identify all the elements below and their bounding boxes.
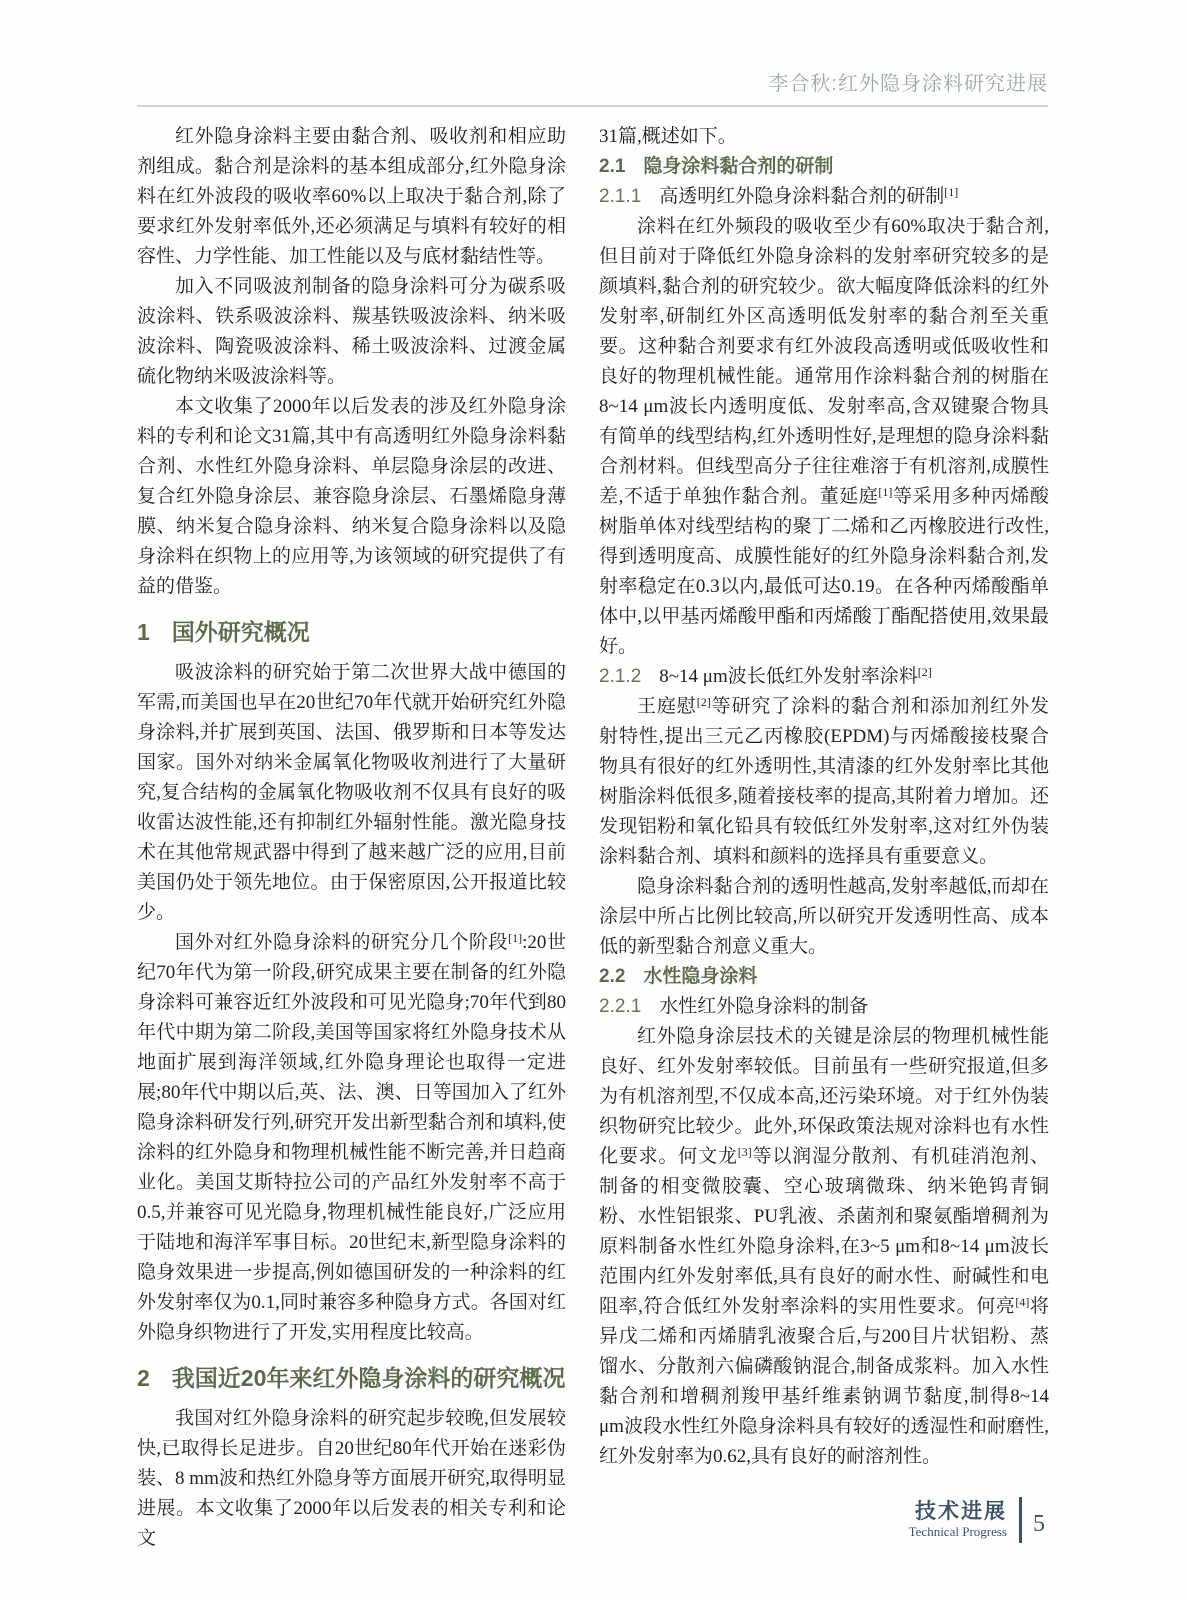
subsection-title: 隐身涂料黏合剂的研制 — [643, 156, 834, 177]
paragraph: 我国对红外隐身涂料的研究起步较晚,但发展较快,已取得长足进步。自20世纪80年代开始在迷彩伪装、8 mm波和热红外隐身等方面展开研究,取得明显进展。本文收集了2000年以后发表的相关专利和论文 — [137, 1408, 566, 1549]
left-column — [137, 122, 566, 1554]
citation-marker: [3] — [737, 1145, 752, 1159]
footer-divider — [1019, 1497, 1022, 1543]
citation-marker: [1] — [508, 931, 523, 945]
subsection-2-1-1-heading — [599, 182, 1049, 212]
subsection-title: 水性隐身涂料 — [643, 966, 758, 987]
section-title: 我国近20年来红外隐身涂料的研究概况 — [171, 1365, 566, 1391]
paragraph: 王庭慰[2]等研究了涂料的黏合剂和添加剂红外发射特性,提出三元乙丙橡胶(EPDM)与丙烯酸接枝聚合物具有很好的红外透明性,其清漆的红外发射率比其他树脂涂料低很多,随着接枝率的提高,其附着力增加。还发现铝粉和氧化铅具有较低红外发射率,这对红外伪装涂料黏合剂、填料和颜料的选择具有重要意义。 — [599, 695, 1049, 867]
section-number: 2 — [137, 1365, 150, 1391]
footer-labels — [909, 1500, 1007, 1540]
paragraph: 涂料在红外频段的吸收至少有60%取决于黏合剂,但目前对于降低红外隐身涂料的发射率研究较多的是颜填料,黏合剂的研究较少。欲大幅度降低涂料的红外发射率,研制红外区高透明低发射率的黏合剂至关重要。这种黏合剂要求有红外波段高透明或低吸收性和良好的物理机械性能。通常用作涂料黏合剂的树脂在8~14 μm波长内透明度低、发射率高,含双键聚合物具有简单的线型结构,红外透明性好,是理想的隐身涂料黏合剂材料。但线型高分子往往难溶于有机溶剂,成膜性差,不适于单独作黏合剂。董延庭[1]等采用多种丙烯酸树脂单体对线型结构的聚丁二烯和乙丙橡胶进行改性,得到透明度高、成膜性能好的红外隐身涂料黏合剂,发射率稳定在0.3以内,最低可达0.19。在各种丙烯酸酯单体中,以甲基丙烯酸甲酯和丙烯酸丁酯配搭使用,效果最好。 — [599, 216, 1049, 657]
section-title: 国外研究概况 — [171, 619, 310, 645]
paragraph: 红外隐身涂层技术的关键是涂层的物理机械性能良好、红外发射率较低。目前虽有一些研究报道,但多为有机溶剂型,不仅成本高,还污染环境。对于红外伪装织物研究比较少。此外,环保政策法规对涂料也有水性化要求。何文龙[3]等以润湿分散剂、有机硅消泡剂、制备的相变微胶囊、空心玻璃微珠、纳米铯钨青铜粉、水性铝银浆、PU乳液、杀菌剂和聚氨酯增稠剂为原料制备水性红外隐身涂料,在3~5 μm和8~14 μm波长范围内红外发射率低,具有良好的耐水性、耐碱性和电阻率,符合低红外发射率涂料的实用性要求。何亮[4]将异戊二烯和丙烯腈乳液聚合后,与200目片状铝粉、蒸馏水、分散剂六偏磷酸钠混合,制备成浆料。加入水性黏合剂和增稠剂羧甲基纤维素钠调节黏度,制得8~14 μm波段水性红外隐身涂料具有较好的透湿性和耐磨性,红外发射率为0.62,具有良好的耐溶剂性。 — [599, 1026, 1049, 1467]
paragraph: 国外对红外隐身涂料的研究分几个阶段[1]:20世纪70年代为第一阶段,研究成果主要在制备的红外隐身涂料可兼容近红外波段和可见光隐身;70年代到80年代中期为第二阶段,美国等国家将红外隐身技术从地面扩展到海洋领域,红外隐身理论也取得一定进展;80年代中期以后,英、法、澳、日等国加入了红外隐身涂料研发行列,研究开发出新型黏合剂和填料,使涂料的红外隐身和物理机械性能不断完善,并日趋商业化。美国艾斯特拉公司的产品红外发射率不高于0.5,并兼容可见光隐身,物理机械性能良好,广泛应用于陆地和海洋军事目标。20世纪末,新型隐身涂料的隐身效果进一步提高,例如德国研发的一种涂料的红外发射率仅为0.1,同时兼容多种隐身方式。各国对红外隐身织物进行了开发,实用程度比较高。 — [137, 931, 566, 1343]
citation-marker: [1] — [878, 485, 893, 499]
citation-marker: [1] — [944, 185, 959, 199]
footer-label-zh: 技术进展 — [915, 1500, 1007, 1523]
paragraph: 隐身涂料黏合剂的透明性越高,发射率越低,而却在涂层中所占比例比较高,所以研究开发透明性高、成本低的新型黏合剂意义重大。 — [599, 876, 1049, 957]
subsection-title: 8~14 μm波长低红外发射率涂料[2] — [659, 665, 932, 687]
paragraph: 吸波涂料的研究始于第二次世界大战中德国的军需,而美国也早在20世纪70年代就开始研究红外隐身涂料,并扩展到英国、法国、俄罗斯和日本等发达国家。国外对纳米金属氧化物吸收剂进行了大量研究,复合结构的金属氧化物吸收剂不仅具有良好的吸收雷达波性能,还有抑制红外辐射性能。激光隐身技术在其他常规武器中得到了越来越广泛的应用,目前美国仍处于领先地位。由于保密原因,公开报道比较少。 — [137, 662, 566, 923]
subsection-2-2-heading — [599, 962, 1049, 992]
citation-marker: [2] — [917, 665, 932, 679]
subsection-number: 2.1.2 — [599, 666, 642, 687]
footer-label-en: Technical Progress — [908, 1524, 1007, 1539]
running-header: 李合秋:红外隐身涂料研究进展 — [768, 73, 1048, 95]
subsection-number: 2.1 — [599, 156, 626, 177]
subsection-title: 高透明红外隐身涂料黏合剂的研制[1] — [659, 185, 959, 207]
paragraph: 加入不同吸波剂制备的隐身涂料可分为碳系吸波涂料、铁系吸波涂料、羰基铁吸波涂料、纳米吸波涂料、陶瓷吸波涂料、稀土吸波涂料、过渡金属硫化物纳米吸波涂料等。 — [137, 276, 566, 387]
section-2-heading — [137, 1362, 566, 1394]
subsection-2-2-1-heading — [599, 992, 1049, 1022]
paragraph: 红外隐身涂料主要由黏合剂、吸收剂和相应助剂组成。黏合剂是涂料的基本组成部分,红外隐身涂料在红外波段的吸收率60%以上取决于黏合剂,除了要求红外发射率低外,还必须满足与填料有较好的相容性、力学性能、加工性能以及与底材黏结性等。 — [137, 126, 566, 267]
subsection-title: 水性红外隐身涂料的制备 — [659, 996, 869, 1017]
citation-marker: [2] — [696, 695, 711, 709]
subsection-2-1-heading — [599, 152, 1049, 182]
section-number: 1 — [137, 619, 150, 645]
page-number: 5 — [1033, 1510, 1045, 1537]
citation-marker: [4] — [1015, 1295, 1030, 1309]
paragraph: 本文收集了2000年以后发表的涉及红外隐身涂料的专利和论文31篇,其中有高透明红外隐身涂料黏合剂、水性红外隐身涂料、单层隐身涂层的改进、复合红外隐身涂层、兼容隐身涂层、石墨烯隐身薄膜、纳米复合隐身涂料、纳米复合隐身涂料以及隐身涂料在织物上的应用等,为该领域的研究提供了有益的借鉴。 — [137, 396, 566, 597]
section-1-heading — [137, 616, 566, 648]
header-rule — [137, 105, 1048, 107]
subsection-number: 2.1.1 — [599, 186, 642, 207]
subsection-number: 2.2 — [599, 966, 626, 987]
subsection-number: 2.2.1 — [599, 996, 642, 1017]
subsection-2-1-2-heading — [599, 662, 1049, 692]
page-footer — [909, 1497, 1045, 1543]
right-column — [599, 122, 1049, 1472]
paragraph-continuation: 31篇,概述如下。 — [599, 126, 737, 147]
